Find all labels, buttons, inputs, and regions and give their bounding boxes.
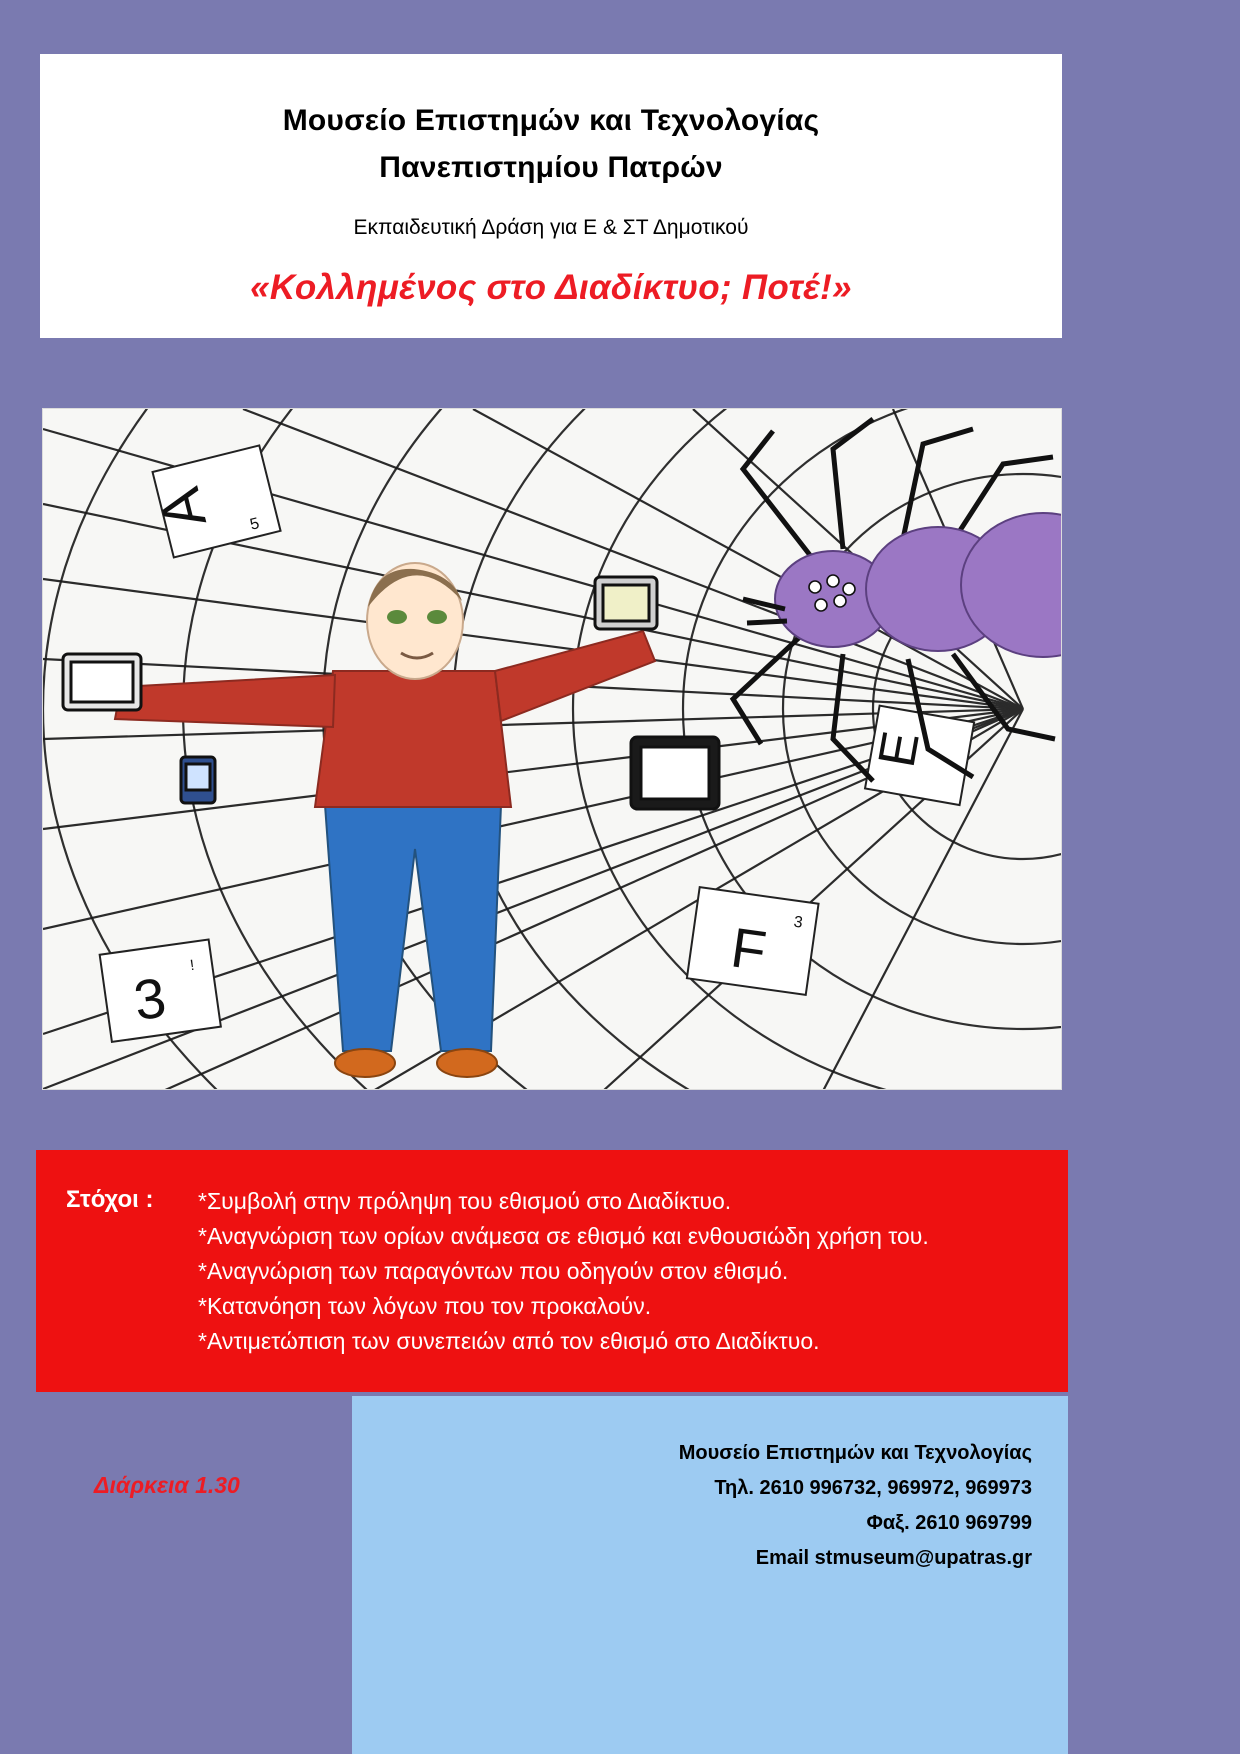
header-panel (40, 54, 1062, 338)
svg-text:3: 3 (792, 913, 804, 932)
contact-phone: Τηλ. 2610 996732, 969972, 969973 (714, 1477, 1032, 1499)
goal-item: *Αναγνώριση των ορίων ανάμεσα σε εθισμό και ενθουσιώδη χρήση του. (198, 1222, 929, 1249)
svg-text:5: 5 (248, 515, 262, 534)
duration-text: Διάρκεια 1.30 (94, 1472, 240, 1498)
svg-text:E: E (867, 727, 931, 772)
svg-text:A: A (146, 481, 219, 536)
header-subtitle: Εκπαιδευτική Δράση για Ε & ΣΤ Δημοτικού (353, 216, 749, 239)
contact-box (352, 1396, 1068, 1754)
goal-item: *Αντιμετώπιση των συνεπειών από τον εθισμό στο Διαδίκτυο. (198, 1327, 820, 1354)
svg-text:F: F (727, 915, 771, 983)
goals-box (36, 1150, 1068, 1392)
contact-fax: Φαξ. 2610 969799 (866, 1512, 1032, 1534)
svg-text:3: 3 (130, 965, 170, 1033)
contact-museum-name: Μουσείο Επιστημών και Τεχνολογίας (678, 1442, 1032, 1464)
svg-text:!: ! (188, 956, 196, 975)
goal-item: *Κατανόηση των λόγων που τον προκαλούν. (198, 1292, 652, 1319)
goal-item: *Συμβολή στην πρόληψη του εθισμού στο Διαδίκτυο. (198, 1188, 732, 1214)
museum-name-line2: Πανεπιστημίου Πατρών (379, 150, 723, 184)
goals-label: Στόχοι : (66, 1186, 154, 1213)
contact-email: Email stmuseum@upatras.gr (755, 1547, 1032, 1569)
goal-item: *Αναγνώριση των παραγόντων που οδηγούν στον εθισμό. (198, 1257, 789, 1284)
illustration-image (42, 408, 1062, 1090)
museum-name-line1: Μουσείο Επιστημών και Τεχνολογίας (282, 104, 820, 137)
goals-list (198, 1184, 1054, 1359)
page-title: «Κολλημένος στο Διαδίκτυο; Ποτέ!» (250, 268, 852, 308)
